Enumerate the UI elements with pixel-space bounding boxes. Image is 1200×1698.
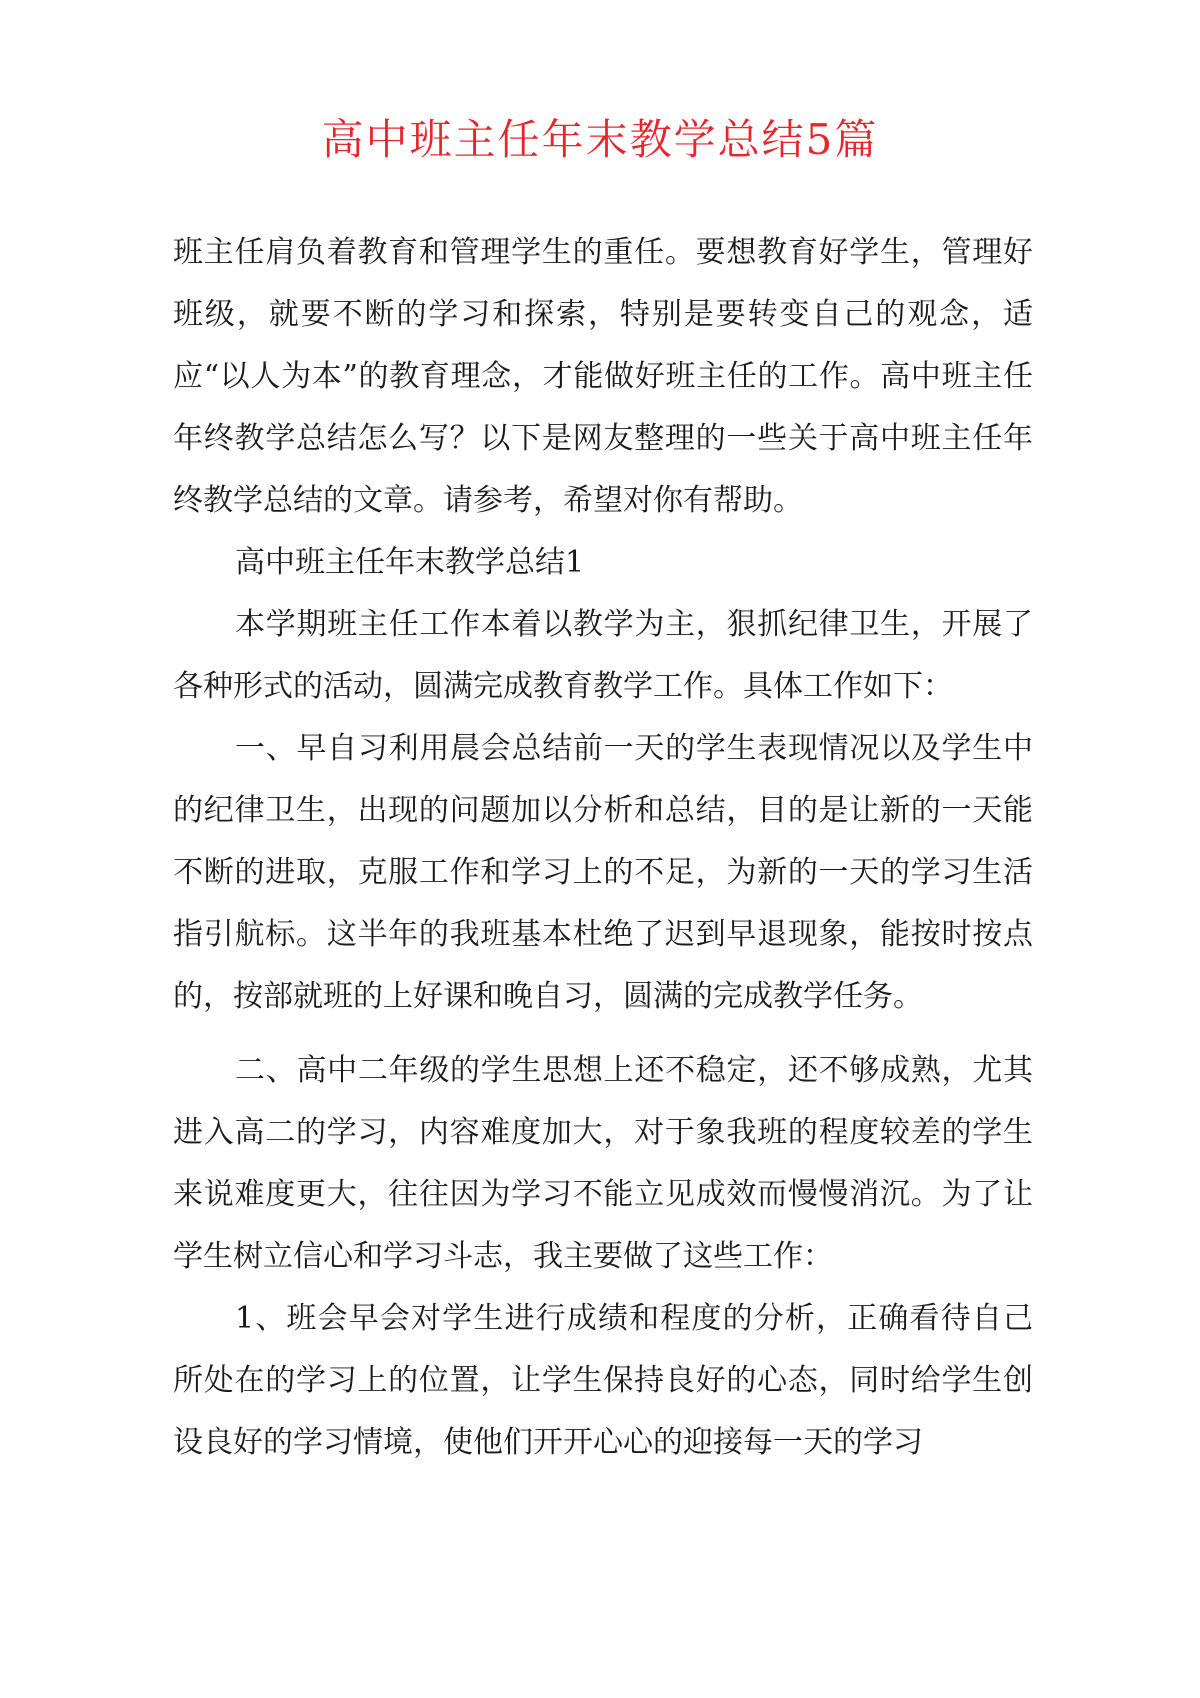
body-paragraph: 二、高中二年级的学生思想上还不稳定，还不够成熟，尤其进入高二的学习，内容难度加大，对于象我班的程度较差的学生来说难度更大，往往因为学习不能立见成效而慢慢消沉。为了让学生树立信心和学习斗志，我主要做了这些工作： — [173, 1053, 1033, 1274]
document-body — [173, 222, 1033, 1474]
body-paragraph: 一、早自习利用晨会总结前一天的学生表现情况以及学生中的纪律卫生，出现的问题加以分析和总结，目的是让新的一天能不断的进取，克服工作和学习上的不足，为新的一天的学习生活指引航标。这半年的我班基本杜绝了迟到早退现象，能按时按点的，按部就班的上好课和晚自习，圆满的完成教学任务。 — [173, 731, 1033, 1014]
body-paragraph: 本学期班主任工作本着以教学为主，狠抓纪律卫生，开展了各种形式的活动，圆满完成教育教学工作。具体工作如下： — [173, 607, 1033, 704]
document-title: 高中班主任年末教学总结5篇 — [321, 115, 879, 164]
section-heading: 高中班主任年末教学总结1 — [235, 545, 585, 580]
body-paragraph: 1、班会早会对学生进行成绩和程度的分析，正确看待自己所处在的学习上的位置，让学生保持良好的心态，同时给学生创设良好的学习情境，使他们开开心心的迎接每一天的学习 — [173, 1301, 1033, 1460]
intro-paragraph: 班主任肩负着教育和管理学生的重任。要想教育好学生，管理好班级，就要不断的学习和探索，特别是要转变自己的观念，适应“以人为本”的教育理念，才能做好班主任的工作。高中班主任年终教学总结怎么写？以下是网友整理的一些关于高中班主任年终教学总结的文章。请参考，希望对你有帮助。 — [173, 235, 1033, 518]
